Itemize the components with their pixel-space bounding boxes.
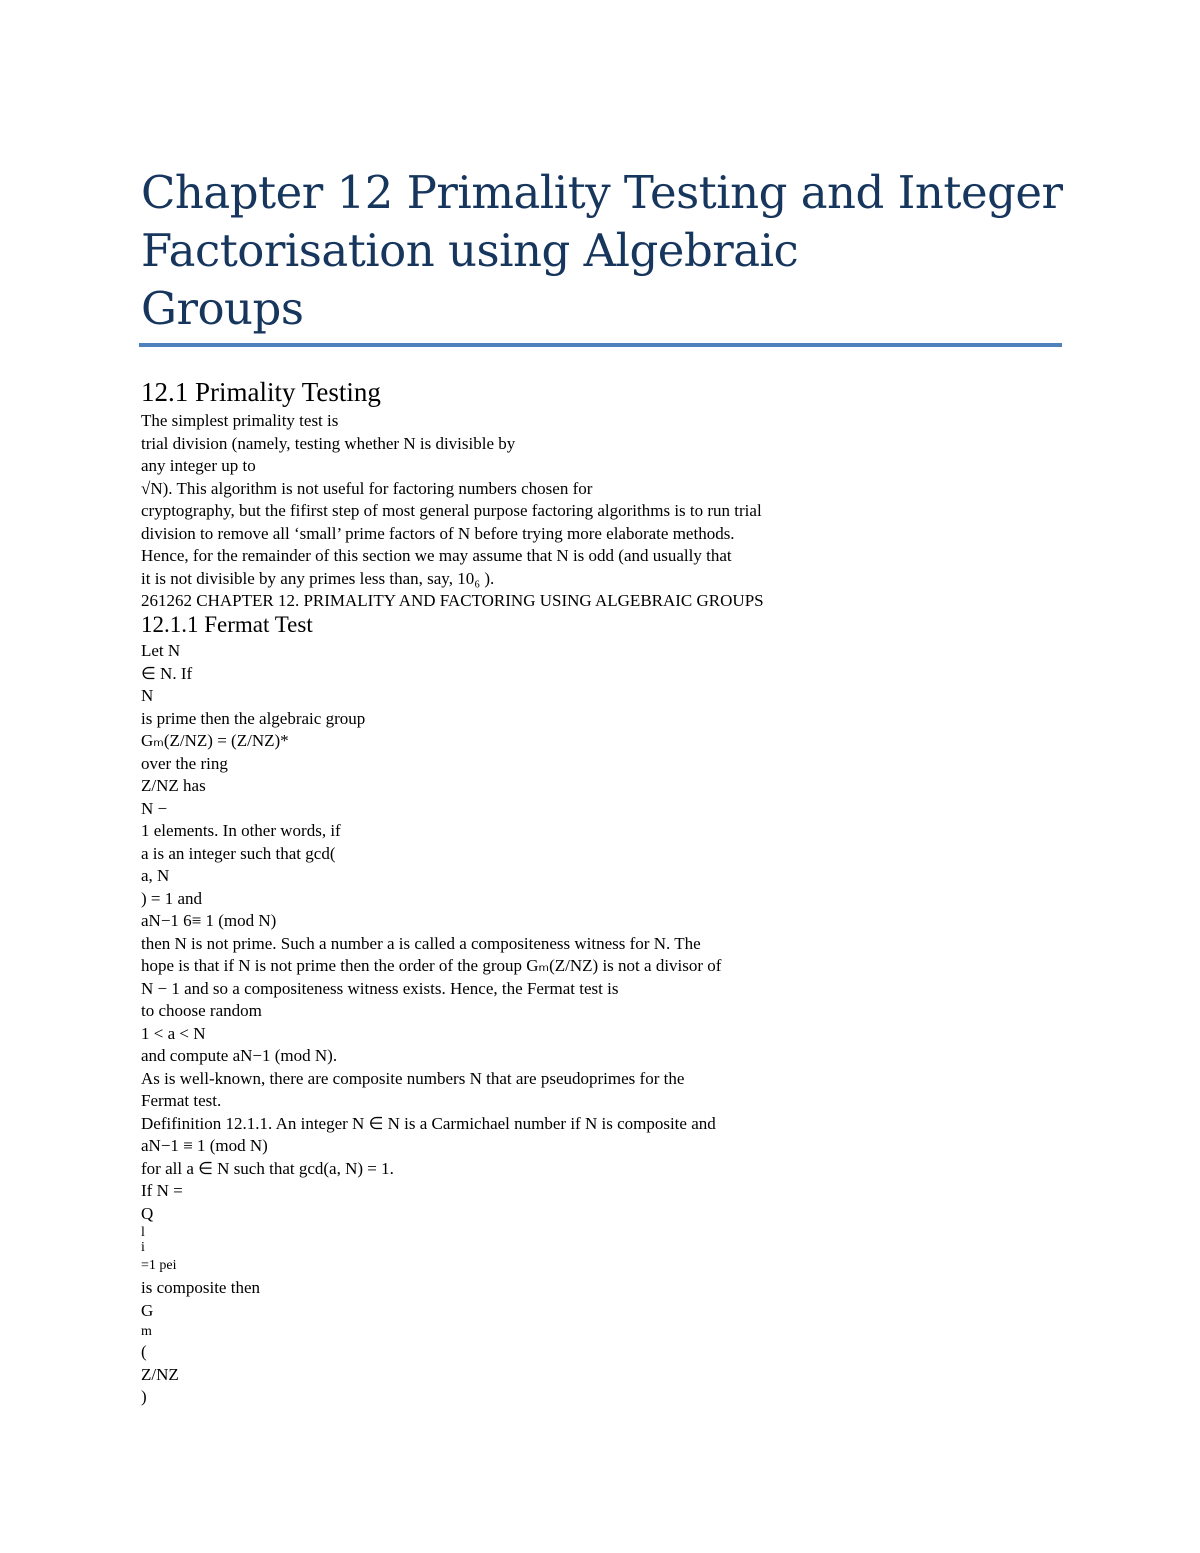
body-line: G (141, 1300, 154, 1320)
section-body (141, 410, 764, 613)
body-line: 1 < a < N (141, 1023, 206, 1043)
body-line: N (141, 686, 154, 705)
subsection-body (141, 640, 721, 1409)
body-line: 1 elements. In other words, if (141, 821, 341, 840)
body-line: Fermat test. (141, 1091, 222, 1110)
body-line: l (141, 1225, 145, 1240)
body-line: As is well-known, there are composite numbers N that are pseudoprimes for the (141, 1068, 685, 1088)
body-line: any integer up to (141, 456, 256, 475)
body-line: division to remove all ‘small’ prime factors of N before trying more elaborate methods. (141, 523, 735, 543)
body-line: it is not divisible by any primes less than, say, 10₆ ). (141, 568, 495, 588)
running-header-line: 261262 CHAPTER 12. PRIMALITY AND FACTORING USING ALGEBRAIC GROUPS (141, 591, 764, 610)
body-line: then N is not prime. Such a number a is called a compositeness witness for N. The (141, 933, 701, 953)
body-line: The simplest primality test is (141, 411, 339, 430)
body-line: ∈ N. If (141, 663, 193, 683)
body-line: aN−1 ≡ 1 (mod N) (141, 1136, 268, 1155)
body-line: Z/NZ has (141, 776, 206, 795)
chapter-title-line: Factorisation using Algebraic (141, 224, 799, 277)
body-line: N − (141, 798, 168, 818)
body-line: i (141, 1240, 145, 1255)
body-line: m (141, 1324, 152, 1339)
body-line: is composite then (141, 1278, 260, 1297)
body-line: over the ring (141, 753, 228, 773)
body-line: trial division (namely, testing whether N is divisible by (141, 433, 516, 453)
body-line: cryptography, but the fifirst step of most general purpose factoring algorithms is to run trial (141, 501, 762, 520)
body-line: ) = 1 and (141, 888, 203, 908)
body-line: hope is that if N is not prime then the order of the group Gₘ(Z/NZ) is not a divisor of (141, 956, 722, 975)
body-line: N − 1 and so a compositeness witness exists. Hence, the Fermat test is (141, 978, 619, 998)
body-line: √N). This algorithm is not useful for factoring numbers chosen for (141, 478, 593, 498)
definition-line: Defifinition 12.1.1. An integer N ∈ N is a Carmichael number if N is composite and (141, 1113, 716, 1133)
body-line: If N = (141, 1181, 183, 1200)
section-heading: 12.1 Primality Testing (141, 377, 381, 407)
subsection-heading: 12.1.1 Fermat Test (141, 612, 313, 637)
body-line: a is an integer such that gcd( (141, 843, 336, 863)
chapter-title (141, 164, 1061, 338)
body-line: Hence, for the remainder of this section we may assume that N is odd (and usually that (141, 546, 732, 565)
chapter-title-line: Groups (141, 282, 304, 335)
body-line: ( (141, 1342, 147, 1361)
body-line: for all a ∈ N such that gcd(a, N) = 1. (141, 1158, 394, 1178)
body-line: Gₘ(Z/NZ) = (Z/NZ)* (141, 731, 289, 750)
body-line: and compute aN−1 (mod N). (141, 1046, 338, 1065)
body-line: a, N (141, 866, 170, 885)
title-underline-rule (139, 343, 1062, 347)
body-line: Z/NZ (141, 1364, 179, 1384)
chapter-title-line: Chapter 12 Primality Testing and Integer (141, 166, 1063, 219)
body-line: is prime then the algebraic group (141, 708, 366, 728)
body-line: ) (141, 1387, 147, 1406)
body-line: Q (141, 1203, 154, 1223)
body-line: Let N (141, 641, 181, 660)
body-line: to choose random (141, 1001, 262, 1020)
body-line: aN−1 6≡ 1 (mod N) (141, 911, 277, 930)
body-line: =1 pei (141, 1258, 177, 1273)
